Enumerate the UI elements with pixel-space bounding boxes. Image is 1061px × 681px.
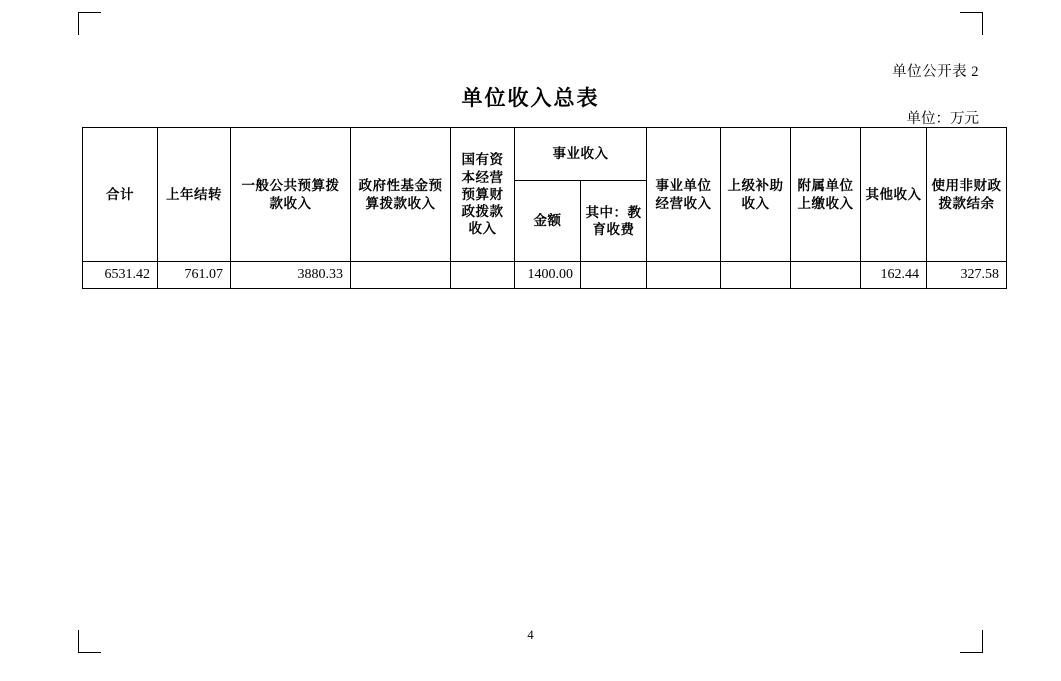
cell-superior-subsidy [721,262,791,289]
header-business-unit-operating: 事业单位经营收入 [647,128,721,262]
income-summary-table [82,127,1007,289]
header-business-income-amount: 金额 [515,181,581,262]
crop-mark-top-right [960,12,983,35]
table-header-row-1 [83,128,1007,181]
cell-total: 6531.42 [83,262,158,289]
header-other-income: 其他收入 [861,128,927,262]
header-use-of-non-fiscal-balance: 使用非财政拨款结余 [927,128,1007,262]
header-total: 合计 [83,128,158,262]
form-number-note: 单位公开表 2 [892,64,979,80]
header-affiliated-unit-remittance: 附属单位上缴收入 [791,128,861,262]
cell-business-income-education-fee [581,262,647,289]
cell-general-public-budget: 3880.33 [231,262,351,289]
cell-prev-year-carryover: 761.07 [158,262,231,289]
header-superior-subsidy: 上级补助收入 [721,128,791,262]
cell-use-of-non-fiscal-balance: 327.58 [927,262,1007,289]
header-state-capital-operation: 国有资本经营预算财政拨款收入 [451,128,515,262]
page-number: 4 [527,628,534,642]
header-general-public-budget: 一般公共预算拨款收入 [231,128,351,262]
header-prev-year-carryover: 上年结转 [158,128,231,262]
cell-affiliated-unit-remittance [791,262,861,289]
cell-gov-fund-budget [351,262,451,289]
header-business-income-group: 事业收入 [515,128,647,181]
header-gov-fund-budget: 政府性基金预算拨款收入 [351,128,451,262]
cell-state-capital-operation [451,262,515,289]
cell-business-income-amount: 1400.00 [515,262,581,289]
page-title: 单位收入总表 [461,86,600,110]
cell-other-income: 162.44 [861,262,927,289]
table-row [83,262,1007,289]
unit-of-measure-note: 单位：万元 [906,111,979,127]
income-summary-table-wrapper [82,127,1002,289]
header-business-income-education-fee: 其中：教育收费 [581,181,647,262]
crop-mark-top-left [78,12,101,35]
cell-business-unit-operating [647,262,721,289]
